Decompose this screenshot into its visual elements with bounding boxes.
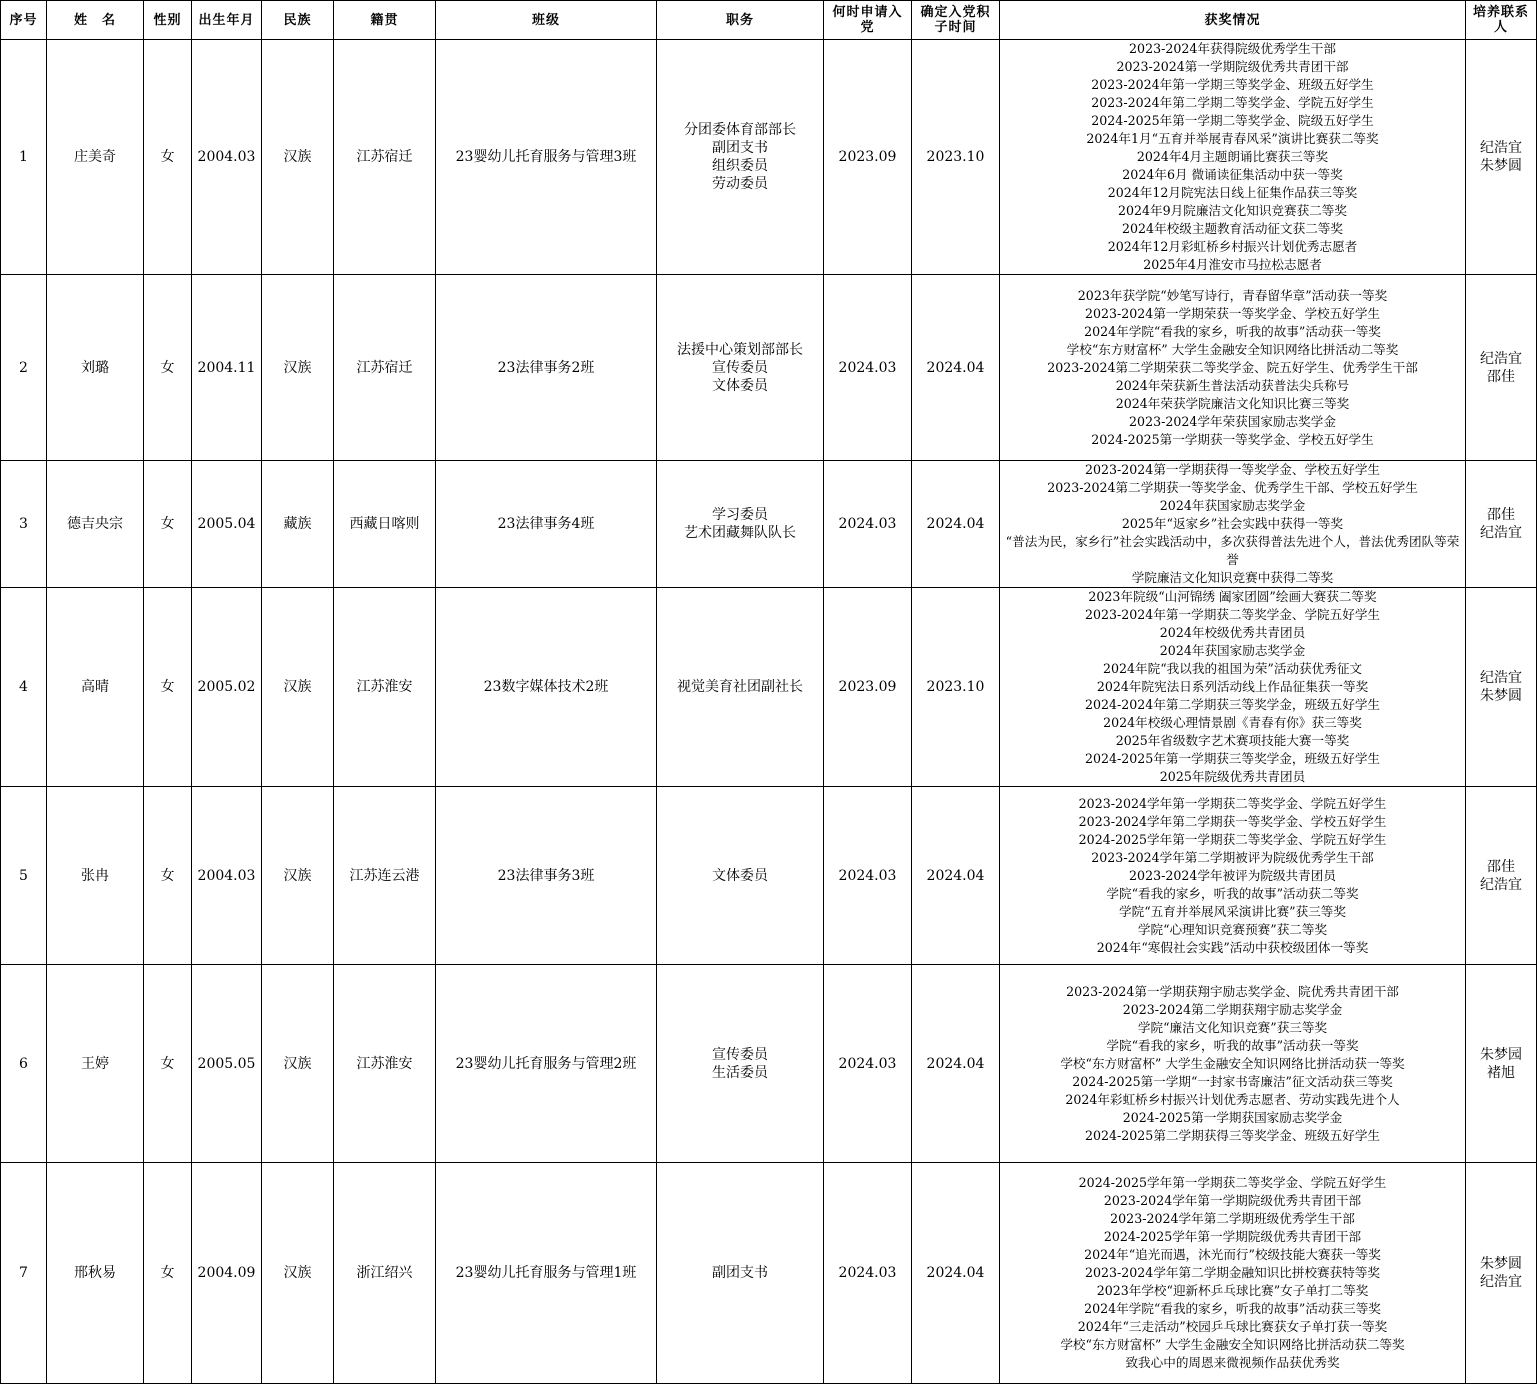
- cell-class: 23婴幼儿托育服务与管理3班: [436, 40, 657, 275]
- cell-gender: 女: [144, 40, 192, 275]
- cell-seq: 6: [1, 965, 47, 1163]
- header-birth: 出生年月: [192, 1, 262, 40]
- cell-seq: 7: [1, 1163, 47, 1384]
- cell-contacts: [1466, 588, 1537, 787]
- cell-awards-line: 2023-2024第二学期荣获二等奖学金、院五好学生、优秀学生干部: [1047, 359, 1418, 375]
- cell-origin: 江苏宿迁: [334, 275, 436, 461]
- cell-birth: 2005.02: [192, 588, 262, 787]
- cell-name: 邢秋易: [47, 1163, 144, 1384]
- cell-awards: [1000, 1163, 1466, 1384]
- cell-class: 23婴幼儿托育服务与管理2班: [436, 965, 657, 1163]
- cell-contacts: [1466, 965, 1537, 1163]
- cell-awards-line: 2024-2025年第一学期二等奖学金、院级五好学生: [1091, 113, 1374, 128]
- cell-apply-date: 2024.03: [824, 965, 912, 1163]
- cell-awards-line: 学院“心理知识竞赛预赛”获二等奖: [1137, 921, 1328, 937]
- cell-contacts-line: 纪浩宜: [1480, 1274, 1522, 1290]
- cell-seq: 2: [1, 275, 47, 461]
- cell-apply-date: 2024.03: [824, 461, 912, 588]
- cell-positions-line: 副团支书: [712, 1265, 768, 1281]
- cell-awards-line: 2023-2024第一学期荣获一等奖学金、学校五好学生: [1084, 305, 1381, 321]
- cell-contacts-line: 朱梦圆: [1480, 158, 1522, 174]
- cell-contacts-line: 邵佳: [1487, 858, 1515, 875]
- cell-ethnicity: 汉族: [262, 1163, 334, 1384]
- cell-positions-line: 宣传委员: [712, 1046, 768, 1063]
- cell-awards-line: 2024年“寒假社会实践”活动中获校级团体一等奖: [1096, 939, 1369, 955]
- cell-gender: 女: [144, 461, 192, 588]
- cell-awards-line: 2023-2024学年第二学期金融知识比拼校赛获特等奖: [1084, 1265, 1381, 1280]
- cell-birth: 2005.05: [192, 965, 262, 1163]
- cell-awards-line: 2023-2024第一学期获得一等奖学金、学校五好学生: [1084, 462, 1381, 477]
- cell-activist-date: 2024.04: [912, 787, 1000, 965]
- cell-awards: [1000, 275, 1466, 461]
- header-row: [1, 1, 1537, 40]
- cell-seq: 4: [1, 588, 47, 787]
- cell-apply-date: 2024.03: [824, 787, 912, 965]
- cell-awards-line: 2024年学院“看我的家乡，听我的故事”活动获一等奖: [1084, 323, 1381, 339]
- cell-positions-line: 视觉美育社团副社长: [677, 679, 803, 695]
- cell-positions: [657, 461, 824, 588]
- cell-activist-date: 2024.04: [912, 1163, 1000, 1384]
- cell-gender: 女: [144, 1163, 192, 1384]
- cell-awards-line: 2024-2025第一学期“一封家书寄廉洁”征文活动获三等奖: [1072, 1073, 1393, 1089]
- cell-awards-line: 2024-2025学年第一学期获二等奖学金、学院五好学生: [1078, 1175, 1387, 1190]
- cell-activist-date: 2024.04: [912, 965, 1000, 1163]
- cell-awards-line: 2023-2024年获得院级优秀学生干部: [1129, 41, 1336, 56]
- cell-contacts-line: 邵佳: [1487, 368, 1515, 385]
- cell-awards-line: 学校“东方财富杯” 大学生金融安全知识网络比拼活动获一等奖: [1060, 1055, 1405, 1071]
- cell-awards-line: 学院“五育并举展风采演讲比赛”获三等奖: [1119, 903, 1346, 919]
- header-origin: 籍贯: [334, 1, 436, 40]
- cell-contacts-line: 朱梦圆: [1480, 1256, 1522, 1272]
- header-position: 职务: [657, 1, 824, 40]
- cell-contacts: [1466, 275, 1537, 461]
- header-seq: 序号: [1, 1, 47, 40]
- cell-awards-line: 2024年获国家励志奖学金: [1159, 643, 1306, 658]
- cell-positions: [657, 40, 824, 275]
- cell-awards: [1000, 40, 1466, 275]
- cell-awards-line: 2023-2024年第二学期二等奖学金、学院五好学生: [1091, 95, 1374, 110]
- cell-activist-date: 2024.04: [912, 275, 1000, 461]
- table-row: [1, 965, 1537, 1163]
- table-row: [1, 275, 1537, 461]
- cell-contacts: [1466, 1163, 1537, 1384]
- cell-gender: 女: [144, 588, 192, 787]
- header-class: 班级: [436, 1, 657, 40]
- cell-name: 王婷: [47, 965, 144, 1163]
- header-contact: 培养联系人: [1466, 1, 1537, 40]
- cell-awards-line: 2024年“追光而遇，沐光而行”校级技能大赛获一等奖: [1084, 1247, 1381, 1262]
- cell-awards: [1000, 461, 1466, 588]
- cell-awards-line: 2024年校级心理情景剧《青春有你》获三等奖: [1103, 715, 1362, 730]
- cell-positions: [657, 275, 824, 461]
- cell-awards-line: 2023-2024学年第一学期院级优秀共青团干部: [1103, 1193, 1362, 1208]
- cell-origin: 江苏淮安: [334, 588, 436, 787]
- cell-contacts: [1466, 461, 1537, 588]
- cell-contacts-line: 朱梦圆: [1480, 688, 1522, 704]
- cell-birth: 2004.11: [192, 275, 262, 461]
- cell-contacts-line: 朱梦园: [1480, 1046, 1522, 1063]
- cell-awards-line: “普法为民，家乡行”社会实践活动中，多次获得普法先进个人，普法优秀团队等荣誉: [1005, 534, 1460, 567]
- cell-awards-line: 2023-2024第二学期获一等奖学金、优秀学生干部、学校五好学生: [1047, 480, 1418, 495]
- cell-origin: 江苏淮安: [334, 965, 436, 1163]
- cell-awards-line: 2024-2025学年第一学期获二等奖学金、学院五好学生: [1078, 831, 1387, 847]
- cell-seq: 1: [1, 40, 47, 275]
- cell-seq: 3: [1, 461, 47, 588]
- cell-awards-line: 2023-2024年第一学期三等奖学金、班级五好学生: [1091, 77, 1374, 92]
- cell-awards-line: 2025年院级优秀共青团员: [1159, 769, 1306, 784]
- cell-awards-line: 2024-2025第二学期获得三等奖学金、班级五好学生: [1084, 1127, 1381, 1143]
- cell-awards-line: 2023-2024学年第一学期获二等奖学金、学院五好学生: [1078, 795, 1387, 811]
- cell-awards: [1000, 588, 1466, 787]
- cell-awards-line: 2024-2025年第一学期获三等奖学金，班级五好学生: [1084, 751, 1381, 766]
- cell-contacts-line: 褚旭: [1487, 1064, 1515, 1081]
- cell-origin: 江苏宿迁: [334, 40, 436, 275]
- header-activist-date: 确定入党积子时间: [912, 1, 1000, 40]
- cell-positions-line: 法援中心策划部部长: [677, 341, 803, 358]
- cell-awards-line: 学校“东方财富杯” 大学生金融安全知识网络比拼活动二等奖: [1066, 341, 1399, 357]
- cell-awards-line: 2024年“三走活动”校园乒乓球比赛获女子单打获一等奖: [1077, 1319, 1388, 1334]
- cell-awards-line: 学校“东方财富杯” 大学生金融安全知识网络比拼活动获二等奖: [1060, 1337, 1405, 1352]
- cell-awards-line: 2024-2025学年第一学期院级优秀共青团干部: [1103, 1229, 1362, 1244]
- cell-awards-line: 2023-2024学年被评为院级共青团员: [1129, 867, 1336, 883]
- cell-awards-line: 2023-2024年第一学期获二等奖学金、学院五好学生: [1084, 607, 1381, 622]
- cell-positions-line: 副团支书: [712, 140, 768, 156]
- cell-awards-line: 2024年荣获新生普法活动获普法尖兵称号: [1115, 377, 1350, 393]
- cell-gender: 女: [144, 787, 192, 965]
- cell-origin: 浙江绍兴: [334, 1163, 436, 1384]
- cell-awards-line: 2023-2024学年荣获国家励志奖学金: [1129, 413, 1336, 429]
- cell-awards-line: 2023年学校“迎新杯乒乓球比赛”女子单打二等奖: [1096, 1283, 1369, 1298]
- cell-ethnicity: 汉族: [262, 588, 334, 787]
- cell-awards-line: 2023-2024第一学期获翔宇励志奖学金、院优秀共青团干部: [1066, 983, 1399, 999]
- cell-birth: 2004.03: [192, 787, 262, 965]
- cell-contacts: [1466, 40, 1537, 275]
- cell-positions-line: 文体委员: [712, 867, 768, 884]
- cell-awards-line: 2024年荣获学院廉洁文化知识比赛三等奖: [1115, 395, 1350, 411]
- cell-gender: 女: [144, 275, 192, 461]
- cell-awards-line: 学院“廉洁文化知识竞赛”获三等奖: [1137, 1019, 1328, 1035]
- cell-positions: [657, 787, 824, 965]
- cell-origin: 江苏连云港: [334, 787, 436, 965]
- cell-ethnicity: 汉族: [262, 965, 334, 1163]
- cell-awards-line: 2024年12月院宪法日线上征集作品获三等奖: [1107, 185, 1358, 200]
- cell-class: 23法律事务3班: [436, 787, 657, 965]
- cell-awards-line: 2025年“返家乡”社会实践中获得一等奖: [1121, 516, 1344, 531]
- cell-ethnicity: 汉族: [262, 275, 334, 461]
- cell-awards-line: 2024年1月“五育并举展青春风采”演讲比赛获二等奖: [1086, 131, 1379, 146]
- cell-awards-line: 致我心中的周恩来微视频作品获优秀奖: [1125, 1355, 1340, 1370]
- cell-birth: 2004.09: [192, 1163, 262, 1384]
- cell-activist-date: 2023.10: [912, 588, 1000, 787]
- cell-awards-line: 2024-2024年第二学期获三等奖学金，班级五好学生: [1084, 697, 1381, 712]
- cell-contacts-line: 纪浩宜: [1480, 350, 1522, 367]
- cell-awards-line: 2023-2024第一学期院级优秀共青团干部: [1116, 59, 1349, 74]
- cell-awards-line: 2024年校级优秀共青团员: [1159, 625, 1306, 640]
- cell-positions-line: 学习委员: [712, 507, 768, 523]
- cell-awards-line: 学院“看我的家乡，听我的故事”活动获一等奖: [1106, 1037, 1359, 1053]
- cell-awards-line: 2024-2025第一学期获一等奖学金、学校五好学生: [1091, 431, 1374, 447]
- cell-positions-line: 组织委员: [712, 158, 768, 174]
- cell-ethnicity: 汉族: [262, 40, 334, 275]
- cell-awards-line: 2024年院宪法日系列活动线上作品征集获一等奖: [1096, 679, 1369, 694]
- cell-positions-line: 宣传委员: [712, 359, 768, 376]
- table-row: [1, 461, 1537, 588]
- table-row: [1, 1163, 1537, 1384]
- cell-positions-line: 分团委体育部部长: [684, 122, 796, 138]
- cell-positions: [657, 1163, 824, 1384]
- cell-awards-line: 2025年省级数字艺术赛项技能大赛一等奖: [1115, 733, 1350, 748]
- table-row: [1, 588, 1537, 787]
- cell-name: 刘璐: [47, 275, 144, 461]
- cell-birth: 2004.03: [192, 40, 262, 275]
- cell-awards-line: 2024年彩虹桥乡村振兴计划优秀志愿者、劳动实践先进个人: [1065, 1091, 1400, 1107]
- cell-positions: [657, 588, 824, 787]
- cell-awards-line: 2024年院“我以我的祖国为荣”活动获优秀征文: [1102, 661, 1363, 676]
- cell-awards: [1000, 965, 1466, 1163]
- header-apply-date: 何时申请入党: [824, 1, 912, 40]
- cell-awards: [1000, 787, 1466, 965]
- cell-contacts-line: 纪浩宜: [1480, 876, 1522, 893]
- cell-name: 张冉: [47, 787, 144, 965]
- header-awards: 获奖情况: [1000, 1, 1466, 40]
- cell-seq: 5: [1, 787, 47, 965]
- header-gender: 性别: [144, 1, 192, 40]
- cell-birth: 2005.04: [192, 461, 262, 588]
- cell-awards-line: 2024年4月主题朗诵比赛获三等奖: [1136, 149, 1329, 164]
- cell-awards-line: 2023-2024学年第二学期被评为院级优秀学生干部: [1091, 849, 1374, 865]
- cell-awards-line: 学院“看我的家乡，听我的故事”活动获二等奖: [1106, 885, 1359, 901]
- table-row: [1, 787, 1537, 965]
- cell-apply-date: 2024.03: [824, 275, 912, 461]
- cell-class: 23婴幼儿托育服务与管理1班: [436, 1163, 657, 1384]
- cell-awards-line: 2024年6月 微诵读征集活动中获一等奖: [1122, 167, 1343, 182]
- cell-awards-line: 学院廉洁文化知识竞赛中获得二等奖: [1131, 570, 1334, 585]
- header-ethnicity: 民族: [262, 1, 334, 40]
- cell-awards-line: 2024年获国家励志奖学金: [1159, 498, 1306, 513]
- cell-apply-date: 2023.09: [824, 40, 912, 275]
- cell-name: 庄美奇: [47, 40, 144, 275]
- cell-positions-line: 生活委员: [712, 1064, 768, 1081]
- cell-ethnicity: 汉族: [262, 787, 334, 965]
- cell-awards-line: 2023-2024学年第二学期班级优秀学生干部: [1110, 1211, 1355, 1226]
- cell-awards-line: 2024年9月院廉洁文化知识竞赛获二等奖: [1118, 203, 1347, 218]
- cell-contacts-line: 纪浩宜: [1480, 525, 1522, 541]
- cell-origin: 西藏日喀则: [334, 461, 436, 588]
- cell-positions-line: 劳动委员: [712, 176, 768, 192]
- cell-apply-date: 2024.03: [824, 1163, 912, 1384]
- cell-contacts-line: 纪浩宜: [1480, 670, 1522, 686]
- cell-awards-line: 2024-2025第一学期获国家励志奖学金: [1122, 1109, 1343, 1125]
- cell-awards-line: 2024年12月彩虹桥乡村振兴计划优秀志愿者: [1107, 239, 1358, 254]
- cell-activist-date: 2024.04: [912, 461, 1000, 588]
- header-name: 姓 名: [47, 1, 144, 40]
- cell-awards-line: 2025年4月淮安市马拉松志愿者: [1143, 257, 1322, 272]
- cell-awards-line: 2023年院级“山河锦绣 阖家团圆”绘画大赛获二等奖: [1088, 589, 1377, 604]
- cell-contacts-line: 纪浩宜: [1480, 140, 1522, 156]
- cell-positions: [657, 965, 824, 1163]
- table-row: [1, 40, 1537, 275]
- cell-name: 德吉央宗: [47, 461, 144, 588]
- cell-name: 高晴: [47, 588, 144, 787]
- roster-body: [1, 40, 1537, 1384]
- cell-class: 23法律事务2班: [436, 275, 657, 461]
- cell-awards-line: 2023年获学院“妙笔写诗行，青春留华章”活动获一等奖: [1077, 287, 1388, 303]
- cell-awards-line: 2024年校级主题教育活动征文获二等奖: [1122, 221, 1343, 236]
- cell-awards-line: 2023-2024第二学期获翔宇励志奖学金: [1122, 1001, 1343, 1017]
- cell-positions-line: 文体委员: [712, 377, 768, 394]
- cell-contacts: [1466, 787, 1537, 965]
- cell-class: 23法律事务4班: [436, 461, 657, 588]
- cell-awards-line: 2024年学院“看我的家乡，听我的故事”活动获三等奖: [1084, 1301, 1381, 1316]
- cell-contacts-line: 邵佳: [1487, 507, 1515, 523]
- cell-gender: 女: [144, 965, 192, 1163]
- cell-positions-line: 艺术团藏舞队队长: [684, 525, 796, 541]
- cell-class: 23数字媒体技术2班: [436, 588, 657, 787]
- cell-awards-line: 2023-2024学年第二学期获一等奖学金、学校五好学生: [1078, 813, 1387, 829]
- cell-ethnicity: 藏族: [262, 461, 334, 588]
- cell-activist-date: 2023.10: [912, 40, 1000, 275]
- cell-apply-date: 2023.09: [824, 588, 912, 787]
